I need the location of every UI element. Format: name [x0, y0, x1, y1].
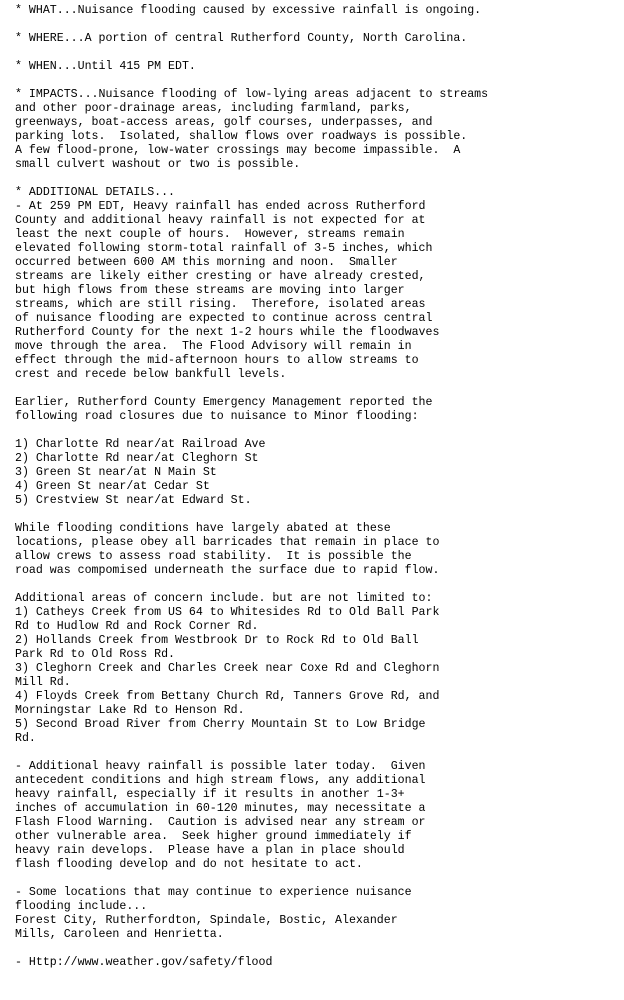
text-line: - Http://www.weather.gov/safety/flood: [15, 956, 273, 969]
text-line: [15, 578, 488, 592]
text-line: Mill Rd.: [15, 676, 71, 689]
text-line: * WHAT...Nuisance flooding caused by excessive rainfall is ongoing.: [15, 4, 482, 17]
text-line: inches of accumulation in 60-120 minutes, may necessitate a: [15, 802, 426, 815]
text-line: occurred between 600 AM this morning and noon. Smaller: [15, 256, 398, 269]
text-line: Flash Flood Warning. Caution is advised near any stream or: [15, 816, 426, 829]
text-line: crest and recede below bankfull levels.: [15, 368, 287, 381]
text-line: of nuisance flooding are expected to continue across central: [15, 312, 433, 325]
text-line: small culvert washout or two is possible.: [15, 158, 301, 171]
text-line: allow crews to assess road stability. It is possible the: [15, 550, 412, 563]
text-line: antecedent conditions and high stream flows, any additional: [15, 774, 426, 787]
text-line: A few flood-prone, low-water crossings may become impassible. A: [15, 144, 461, 157]
text-line: flash flooding develop and do not hesitate to act.: [15, 858, 363, 871]
text-line: and other poor-drainage areas, including farmland, parks,: [15, 102, 412, 115]
text-line: - Additional heavy rainfall is possible later today. Given: [15, 760, 426, 773]
text-line: 3) Cleghorn Creek and Charles Creek near Coxe Rd and Cleghorn: [15, 662, 440, 675]
text-line: [15, 74, 488, 88]
text-line: 2) Hollands Creek from Westbrook Dr to Rock Rd to Old Ball: [15, 634, 419, 647]
text-line: 1) Charlotte Rd near/at Railroad Ave: [15, 438, 266, 451]
text-line: [15, 872, 488, 886]
text-line: elevated following storm-total rainfall of 3-5 inches, which: [15, 242, 433, 255]
text-line: other vulnerable area. Seek higher ground immediately if: [15, 830, 412, 843]
text-line: [15, 508, 488, 522]
text-line: While flooding conditions have largely abated at these: [15, 522, 391, 535]
text-line: * ADDITIONAL DETAILS...: [15, 186, 176, 199]
text-line: [15, 382, 488, 396]
text-line: effect through the mid-afternoon hours to allow streams to: [15, 354, 419, 367]
text-line: Additional areas of concern include. but are not limited to:: [15, 592, 433, 605]
text-line: heavy rain develops. Please have a plan in place should: [15, 844, 405, 857]
text-line: Rd to Hudlow Rd and Rock Corner Rd.: [15, 620, 259, 633]
text-line: flooding include...: [15, 900, 148, 913]
text-line: locations, please obey all barricades that remain in place to: [15, 536, 440, 549]
text-line: move through the area. The Flood Advisory will remain in: [15, 340, 412, 353]
text-line: Forest City, Rutherfordton, Spindale, Bostic, Alexander: [15, 914, 398, 927]
text-line: 2) Charlotte Rd near/at Cleghorn St: [15, 452, 259, 465]
text-line: 4) Green St near/at Cedar St: [15, 480, 210, 493]
text-line: Rutherford County for the next 1-2 hours while the floodwaves: [15, 326, 440, 339]
text-line: * WHEN...Until 415 PM EDT.: [15, 60, 196, 73]
text-line: 3) Green St near/at N Main St: [15, 466, 217, 479]
text-line: Earlier, Rutherford County Emergency Management reported the: [15, 396, 433, 409]
text-line: Park Rd to Old Ross Rd.: [15, 648, 176, 661]
text-line: - At 259 PM EDT, Heavy rainfall has ended across Rutherford: [15, 200, 426, 213]
text-line: * IMPACTS...Nuisance flooding of low-lying areas adjacent to streams: [15, 88, 489, 101]
text-line: streams, which are still rising. Therefore, isolated areas: [15, 298, 426, 311]
text-line: 1) Catheys Creek from US 64 to Whitesides Rd to Old Ball Park: [15, 606, 440, 619]
text-line: [15, 424, 488, 438]
text-line: [15, 46, 488, 60]
text-line: following road closures due to nuisance to Minor flooding:: [15, 410, 419, 423]
text-line: County and additional heavy rainfall is not expected for at: [15, 214, 426, 227]
advisory-text: [15, 4, 488, 970]
text-line: parking lots. Isolated, shallow flows over roadways is possible.: [15, 130, 468, 143]
text-line: road was compomised underneath the surface due to rapid flow.: [15, 564, 440, 577]
text-line: 5) Second Broad River from Cherry Mountain St to Low Bridge: [15, 718, 426, 731]
text-line: but high flows from these streams are moving into larger: [15, 284, 405, 297]
text-line: 5) Crestview St near/at Edward St.: [15, 494, 252, 507]
text-line: 4) Floyds Creek from Bettany Church Rd, Tanners Grove Rd, and: [15, 690, 440, 703]
text-line: Rd.: [15, 732, 36, 745]
text-line: [15, 18, 488, 32]
text-line: - Some locations that may continue to experience nuisance: [15, 886, 412, 899]
text-line: Mills, Caroleen and Henrietta.: [15, 928, 224, 941]
text-line: greenways, boat-access areas, golf courses, underpasses, and: [15, 116, 433, 129]
text-line: [15, 746, 488, 760]
text-line: * WHERE...A portion of central Rutherford County, North Carolina.: [15, 32, 468, 45]
text-line: Morningstar Lake Rd to Henson Rd.: [15, 704, 245, 717]
text-line: [15, 942, 488, 956]
text-line: streams are likely either cresting or have already crested,: [15, 270, 426, 283]
text-line: heavy rainfall, especially if it results in another 1-3+: [15, 788, 405, 801]
text-line: [15, 172, 488, 186]
text-line: least the next couple of hours. However, streams remain: [15, 228, 405, 241]
